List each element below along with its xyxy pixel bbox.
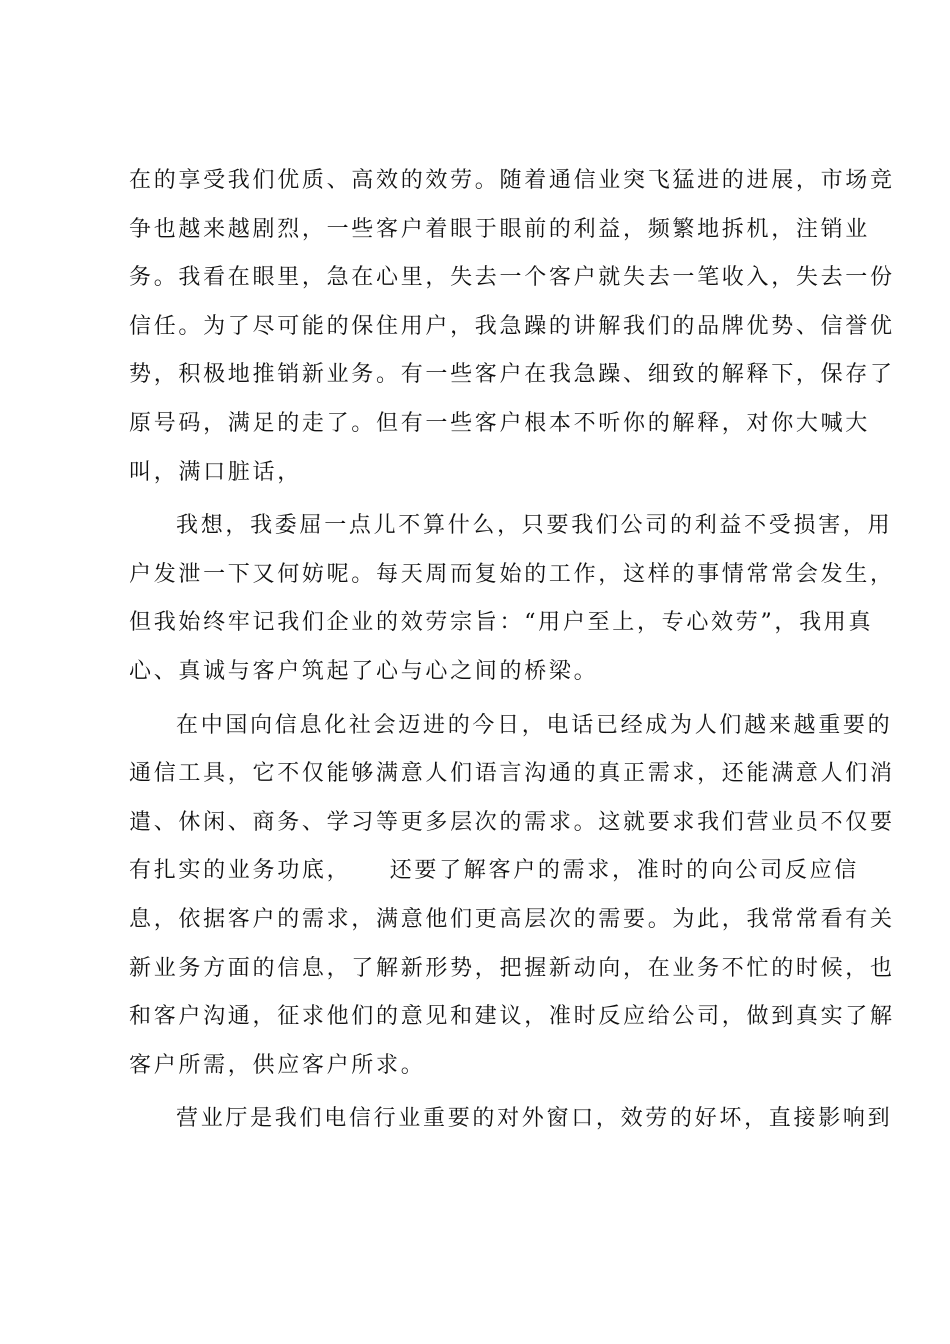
paragraph (129, 702, 895, 1091)
text-line: 叫，满口脏话， (129, 459, 302, 485)
text-line: 信任。为了尽可能的保住用户，我急躁的讲解我们的品牌优势、信誉优 (129, 313, 895, 339)
text-line: 和客户沟通，征求他们的意见和建议，准时反应给公司，做到真实了解 (129, 1004, 895, 1030)
paragraph (129, 1095, 893, 1144)
text-line: 营业厅是我们电信行业重要的对外窗口，效劳的好坏，直接影响到 (176, 1106, 893, 1132)
text-line: 心、真诚与客户筑起了心与心之间的桥梁。 (129, 658, 599, 684)
text-line: 通信工具，它不仅能够满意人们语言沟通的真正需求，还能满意人们消 (129, 761, 895, 787)
text-line: 势，积极地推销新业务。有一些客户在我急躁、细致的解释下，保存了 (129, 362, 895, 388)
text-line: 原号码，满足的走了。但有一些客户根本不听你的解释，对你大喊大 (129, 410, 871, 436)
text-line: 遣、休闲、商务、学习等更多层次的需求。这就要求我们营业员不仅要 (129, 809, 895, 835)
text-line: 在中国向信息化社会迈进的今日，电话已经成为人们越来越重要的 (176, 712, 893, 738)
text-line: 我想，我委屈一点儿不算什么，只要我们公司的利益不受损害，用 (176, 513, 893, 539)
text-line: 有扎实的业务功底， 还要了解客户的需求，准时的向公司反应信 (129, 858, 860, 884)
text-line: 在的享受我们优质、高效的效劳。随着通信业突飞猛进的进展，市场竞 (129, 168, 895, 193)
text-line: 户发泄一下又何妨呢。每天周而复始的工作，这样的事情常常会发生， (129, 561, 895, 587)
paragraph (129, 157, 895, 497)
text-line: 务。我看在眼里，急在心里，失去一个客户就失去一笔收入，失去一份 (129, 265, 895, 291)
document-body (129, 157, 895, 1144)
text-line: 新业务方面的信息，了解新形势，把握新动向，在业务不忙的时候，也 (129, 955, 895, 981)
text-line: 争也越来越剧烈，一些客户着眼于眼前的利益，频繁地拆机，注销业 (129, 216, 871, 242)
text-line: 客户所需，供应客户所求。 (129, 1052, 426, 1078)
text-line: 但我始终牢记我们企业的效劳宗旨：“用户至上，专心效劳”，我用真 (129, 610, 874, 636)
paragraph (129, 502, 895, 696)
text-line: 息，依据客户的需求，满意他们更高层次的需要。为此，我常常看有关 (129, 906, 895, 932)
